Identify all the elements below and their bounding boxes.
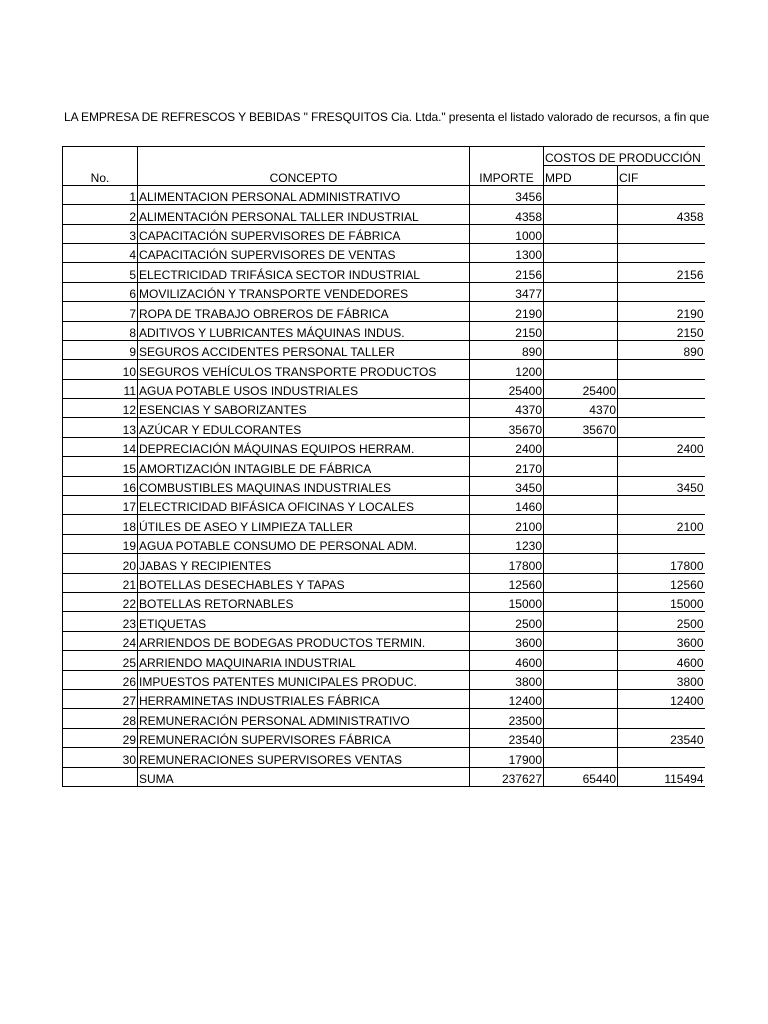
row-cif: 2156 <box>618 263 705 282</box>
table-row <box>63 612 705 631</box>
row-cif: 15000 <box>618 592 705 611</box>
row-importe: 2156 <box>470 263 544 282</box>
row-number: 24 <box>63 631 138 650</box>
total-cif: 115494 <box>618 767 705 786</box>
table-row <box>63 437 705 456</box>
row-importe: 12400 <box>470 689 544 708</box>
row-number: 27 <box>63 689 138 708</box>
row-cif: 4358 <box>618 205 705 224</box>
row-importe: 23540 <box>470 728 544 747</box>
header-mpd: MPD <box>544 166 618 185</box>
row-concepto: AMORTIZACIÓN INTAGIBLE DE FÁBRICA <box>138 457 470 476</box>
row-cif: 4600 <box>618 651 705 670</box>
row-cif <box>618 282 705 301</box>
table-row <box>63 709 705 728</box>
row-mpd <box>544 515 618 534</box>
row-mpd <box>544 748 618 767</box>
row-concepto: CAPACITACIÓN SUPERVISORES DE VENTAS <box>138 243 470 262</box>
row-cif <box>618 457 705 476</box>
row-mpd <box>544 185 618 204</box>
table-row <box>63 282 705 301</box>
row-importe: 1300 <box>470 243 544 262</box>
row-concepto: SEGUROS VEHÍCULOS TRANSPORTE PRODUCTOS <box>138 360 470 379</box>
table-row <box>63 573 705 592</box>
row-cif: 3450 <box>618 476 705 495</box>
table-row <box>63 554 705 573</box>
table-row <box>63 631 705 650</box>
row-concepto: ELECTRICIDAD BIFÁSICA OFICINAS Y LOCALES <box>138 496 470 515</box>
row-cif: 12560 <box>618 573 705 592</box>
row-importe: 23500 <box>470 709 544 728</box>
row-concepto: AGUA POTABLE USOS INDUSTRIALES <box>138 379 470 398</box>
row-concepto: COMBUSTIBLES MAQUINAS INDUSTRIALES <box>138 476 470 495</box>
table-row <box>63 515 705 534</box>
row-cif <box>618 496 705 515</box>
row-concepto: AZÚCAR Y EDULCORANTES <box>138 418 470 437</box>
row-number: 3 <box>63 224 138 243</box>
table-row <box>63 670 705 689</box>
row-mpd <box>544 496 618 515</box>
row-number: 2 <box>63 205 138 224</box>
table-row <box>63 457 705 476</box>
table-row <box>63 476 705 495</box>
row-concepto: BOTELLAS DESECHABLES Y TAPAS <box>138 573 470 592</box>
row-importe: 15000 <box>470 592 544 611</box>
table-row <box>63 592 705 611</box>
row-cif: 12400 <box>618 689 705 708</box>
row-number: 11 <box>63 379 138 398</box>
table-row <box>63 224 705 243</box>
row-mpd <box>544 689 618 708</box>
row-cif: 3800 <box>618 670 705 689</box>
row-mpd <box>544 709 618 728</box>
row-number: 25 <box>63 651 138 670</box>
row-number: 30 <box>63 748 138 767</box>
row-concepto: REMUNERACIONES SUPERVISORES VENTAS <box>138 748 470 767</box>
row-importe: 12560 <box>470 573 544 592</box>
header-row-top <box>63 147 705 166</box>
table-row <box>63 185 705 204</box>
row-concepto: MOVILIZACIÓN Y TRANSPORTE VENDEDORES <box>138 282 470 301</box>
row-concepto: JABAS Y RECIPIENTES <box>138 554 470 573</box>
row-concepto: ALIMENTACION PERSONAL ADMINISTRATIVO <box>138 185 470 204</box>
row-number: 14 <box>63 437 138 456</box>
row-importe: 2150 <box>470 321 544 340</box>
row-importe: 17900 <box>470 748 544 767</box>
table-row <box>63 379 705 398</box>
total-no-empty <box>63 767 138 786</box>
total-importe: 237627 <box>470 767 544 786</box>
row-importe: 3456 <box>470 185 544 204</box>
row-importe: 25400 <box>470 379 544 398</box>
row-number: 13 <box>63 418 138 437</box>
row-concepto: AGUA POTABLE CONSUMO DE PERSONAL ADM. <box>138 534 470 553</box>
row-number: 15 <box>63 457 138 476</box>
row-concepto: ROPA DE TRABAJO OBREROS DE FÁBRICA <box>138 302 470 321</box>
row-importe: 4370 <box>470 399 544 418</box>
row-mpd <box>544 321 618 340</box>
table-row <box>63 534 705 553</box>
row-mpd <box>544 340 618 359</box>
row-mpd <box>544 573 618 592</box>
total-mpd: 65440 <box>544 767 618 786</box>
row-mpd <box>544 476 618 495</box>
row-cif: 2100 <box>618 515 705 534</box>
row-number: 12 <box>63 399 138 418</box>
table-row <box>63 748 705 767</box>
row-mpd <box>544 631 618 650</box>
row-number: 23 <box>63 612 138 631</box>
row-mpd <box>544 243 618 262</box>
row-mpd: 35670 <box>544 418 618 437</box>
row-number: 4 <box>63 243 138 262</box>
row-importe: 3800 <box>470 670 544 689</box>
row-number: 5 <box>63 263 138 282</box>
cost-table <box>62 146 705 787</box>
row-importe: 3477 <box>470 282 544 301</box>
row-importe: 890 <box>470 340 544 359</box>
row-mpd: 25400 <box>544 379 618 398</box>
table-row <box>63 496 705 515</box>
row-mpd <box>544 224 618 243</box>
table-row <box>63 340 705 359</box>
table-row <box>63 302 705 321</box>
row-mpd: 4370 <box>544 399 618 418</box>
row-number: 20 <box>63 554 138 573</box>
table-row <box>63 360 705 379</box>
row-cif <box>618 379 705 398</box>
row-cif: 2400 <box>618 437 705 456</box>
row-mpd <box>544 457 618 476</box>
row-mpd <box>544 282 618 301</box>
table-row <box>63 399 705 418</box>
header-cif: CIF <box>618 166 705 185</box>
row-cif <box>618 360 705 379</box>
table-row <box>63 651 705 670</box>
row-importe: 3450 <box>470 476 544 495</box>
row-concepto: ESENCIAS Y SABORIZANTES <box>138 399 470 418</box>
row-number: 29 <box>63 728 138 747</box>
row-importe: 2400 <box>470 437 544 456</box>
row-concepto: REMUNERACIÓN PERSONAL ADMINISTRATIVO <box>138 709 470 728</box>
row-cif: 3600 <box>618 631 705 650</box>
row-mpd <box>544 302 618 321</box>
row-number: 26 <box>63 670 138 689</box>
row-concepto: DEPRECIACIÓN MÁQUINAS EQUIPOS HERRAM. <box>138 437 470 456</box>
row-cif <box>618 243 705 262</box>
row-cif <box>618 399 705 418</box>
row-cif: 2150 <box>618 321 705 340</box>
row-importe: 2100 <box>470 515 544 534</box>
row-cif <box>618 534 705 553</box>
row-concepto: CAPACITACIÓN SUPERVISORES DE FÁBRICA <box>138 224 470 243</box>
row-concepto: ARRIENDOS DE BODEGAS PRODUCTOS TERMIN. <box>138 631 470 650</box>
row-importe: 17800 <box>470 554 544 573</box>
row-importe: 2190 <box>470 302 544 321</box>
row-importe: 2170 <box>470 457 544 476</box>
row-mpd <box>544 651 618 670</box>
row-importe: 1200 <box>470 360 544 379</box>
row-mpd <box>544 534 618 553</box>
row-mpd <box>544 612 618 631</box>
row-mpd <box>544 670 618 689</box>
row-cif: 23540 <box>618 728 705 747</box>
row-number: 19 <box>63 534 138 553</box>
row-mpd <box>544 205 618 224</box>
row-number: 9 <box>63 340 138 359</box>
row-concepto: ELECTRICIDAD TRIFÁSICA SECTOR INDUSTRIAL <box>138 263 470 282</box>
document-title: LA EMPRESA DE REFRESCOS Y BEBIDAS " FRESQUITOS Cia. Ltda." presenta el listado valorado de recursos, a fin que <box>64 110 710 124</box>
row-concepto: REMUNERACIÓN SUPERVISORES FÁBRICA <box>138 728 470 747</box>
row-number: 6 <box>63 282 138 301</box>
row-number: 18 <box>63 515 138 534</box>
row-number: 17 <box>63 496 138 515</box>
row-mpd <box>544 728 618 747</box>
row-cif: 890 <box>618 340 705 359</box>
row-number: 22 <box>63 592 138 611</box>
row-concepto: IMPUESTOS PATENTES MUNICIPALES PRODUC. <box>138 670 470 689</box>
header-concepto: CONCEPTO <box>138 147 470 186</box>
row-concepto: ARRIENDO MAQUINARIA INDUSTRIAL <box>138 651 470 670</box>
row-importe: 1460 <box>470 496 544 515</box>
row-number: 7 <box>63 302 138 321</box>
table-row <box>63 689 705 708</box>
row-cif: 17800 <box>618 554 705 573</box>
row-concepto: BOTELLAS RETORNABLES <box>138 592 470 611</box>
row-concepto: ALIMENTACIÓN PERSONAL TALLER INDUSTRIAL <box>138 205 470 224</box>
row-cif <box>618 418 705 437</box>
row-number: 21 <box>63 573 138 592</box>
table-row <box>63 263 705 282</box>
row-number: 16 <box>63 476 138 495</box>
row-importe: 3600 <box>470 631 544 650</box>
row-number: 28 <box>63 709 138 728</box>
row-cif <box>618 709 705 728</box>
row-mpd <box>544 437 618 456</box>
header-costos-produccion: COSTOS DE PRODUCCIÓN <box>544 147 705 166</box>
row-cif <box>618 185 705 204</box>
table-row <box>63 728 705 747</box>
row-number: 8 <box>63 321 138 340</box>
row-importe: 1000 <box>470 224 544 243</box>
table-row <box>63 321 705 340</box>
table-row <box>63 418 705 437</box>
total-label: SUMA <box>138 767 470 786</box>
table-row <box>63 205 705 224</box>
row-cif: 2500 <box>618 612 705 631</box>
row-mpd <box>544 592 618 611</box>
row-mpd <box>544 263 618 282</box>
row-cif: 2190 <box>618 302 705 321</box>
row-importe: 2500 <box>470 612 544 631</box>
row-concepto: HERRAMINETAS INDUSTRIALES FÁBRICA <box>138 689 470 708</box>
row-importe: 4358 <box>470 205 544 224</box>
row-concepto: ADITIVOS Y LUBRICANTES MÁQUINAS INDUS. <box>138 321 470 340</box>
header-importe: IMPORTE <box>470 147 544 186</box>
row-importe: 35670 <box>470 418 544 437</box>
table-row <box>63 243 705 262</box>
row-mpd <box>544 360 618 379</box>
total-row <box>63 767 705 786</box>
row-importe: 4600 <box>470 651 544 670</box>
row-concepto: ÚTILES DE ASEO Y LIMPIEZA TALLER <box>138 515 470 534</box>
row-concepto: ETIQUETAS <box>138 612 470 631</box>
row-importe: 1230 <box>470 534 544 553</box>
row-concepto: SEGUROS ACCIDENTES PERSONAL TALLER <box>138 340 470 359</box>
row-mpd <box>544 554 618 573</box>
row-cif <box>618 224 705 243</box>
row-cif <box>618 748 705 767</box>
row-number: 10 <box>63 360 138 379</box>
row-number: 1 <box>63 185 138 204</box>
header-no: No. <box>63 147 138 186</box>
